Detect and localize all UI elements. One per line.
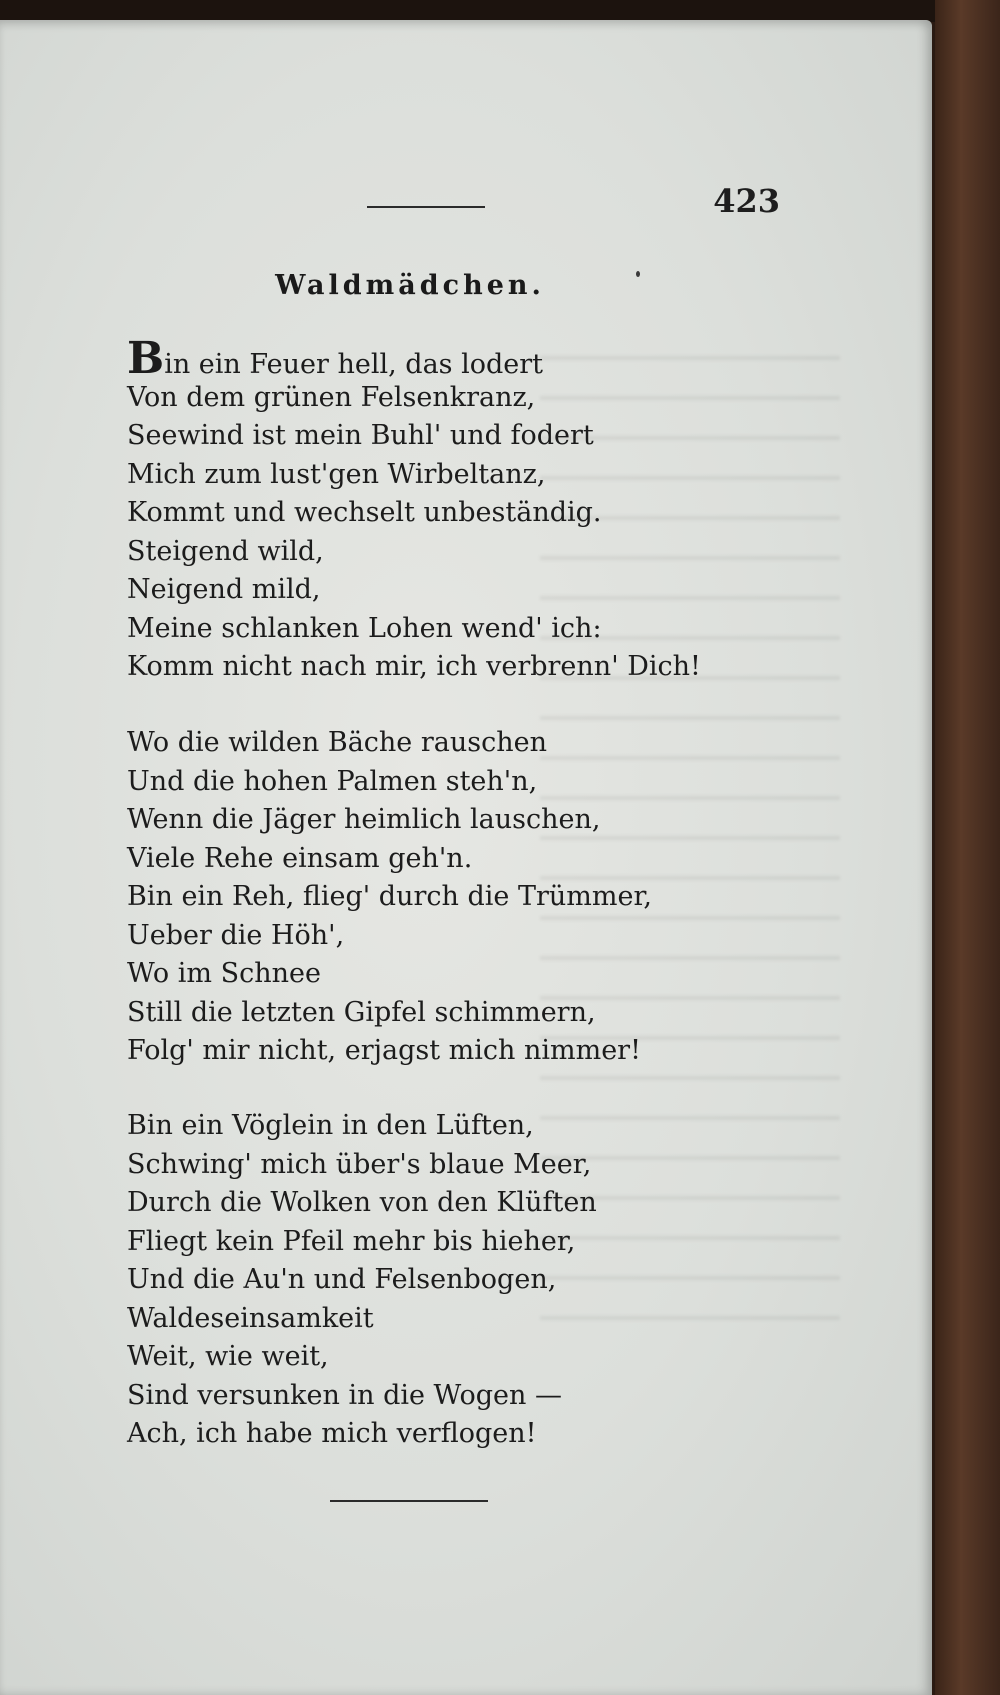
verse-line: Folg' mir nicht, erjagst mich nimmer!: [127, 1035, 641, 1066]
verse-line: Und die Au'n und Felsenbogen,: [127, 1264, 557, 1295]
stanza-2: [127, 724, 767, 1071]
verse-line-text: in ein Feuer hell, das lodert: [164, 349, 544, 380]
verse-line: [127, 333, 767, 384]
stanza-3: [127, 1107, 767, 1454]
verse-line: Durch die Wolken von den Klüften: [127, 1187, 597, 1218]
verse-line: Bin ein Reh, flieg' durch die Trümmer,: [127, 881, 652, 912]
header-rule: [367, 206, 485, 208]
verse-line: Bin ein Vöglein in den Lüften,: [127, 1110, 534, 1141]
background-top: [0, 0, 1000, 22]
verse-line: Kommt und wechselt unbeständig.: [127, 497, 602, 528]
verse-line: Meine schlanken Lohen wend' ich:: [127, 612, 602, 644]
verse-line: Schwing' mich über's blaue Meer,: [127, 1148, 592, 1180]
verse-line: Sind versunken in die Wogen —: [127, 1379, 562, 1411]
verse-line: Waldeseinsamkeit: [127, 1302, 374, 1334]
verse-line: Neigend mild,: [127, 574, 321, 605]
verse-line: Fliegt kein Pfeil mehr bis hieher,: [127, 1225, 576, 1257]
verse-line: Viele Rehe einsam geh'n.: [127, 842, 473, 874]
poem-title: Waldmädchen.: [275, 270, 545, 301]
verse-line: Wenn die Jäger heimlich lauschen,: [127, 804, 601, 835]
verse-line: Wo im Schnee: [127, 958, 321, 989]
page-number: 423: [713, 182, 780, 220]
verse-line: Steigend wild,: [127, 535, 324, 567]
verse-line: Komm nicht nach mir, ich verbrenn' Dich!: [127, 651, 701, 682]
verse-line: Still die letzten Gipfel schimmern,: [127, 996, 596, 1028]
verse-line: Ach, ich habe mich verflogen!: [127, 1418, 537, 1449]
book-spine-edge: [935, 0, 1000, 1695]
verse-line: Ueber die Höh',: [127, 919, 345, 951]
verse-line: Weit, wie weit,: [127, 1341, 329, 1372]
ink-speck: [636, 271, 640, 277]
drop-initial: B: [127, 333, 165, 384]
verse-line: Wo die wilden Bäche rauschen: [127, 727, 547, 758]
verse-line: Und die hohen Palmen steh'n,: [127, 765, 538, 797]
stanza-1: [127, 333, 767, 687]
verse-line: Mich zum lust'gen Wirbeltanz,: [127, 458, 546, 490]
footer-rule: [330, 1500, 488, 1502]
verse-line: Von dem grünen Felsenkranz,: [127, 381, 536, 413]
verse-line: Seewind ist mein Buhl' und fodert: [127, 420, 594, 451]
